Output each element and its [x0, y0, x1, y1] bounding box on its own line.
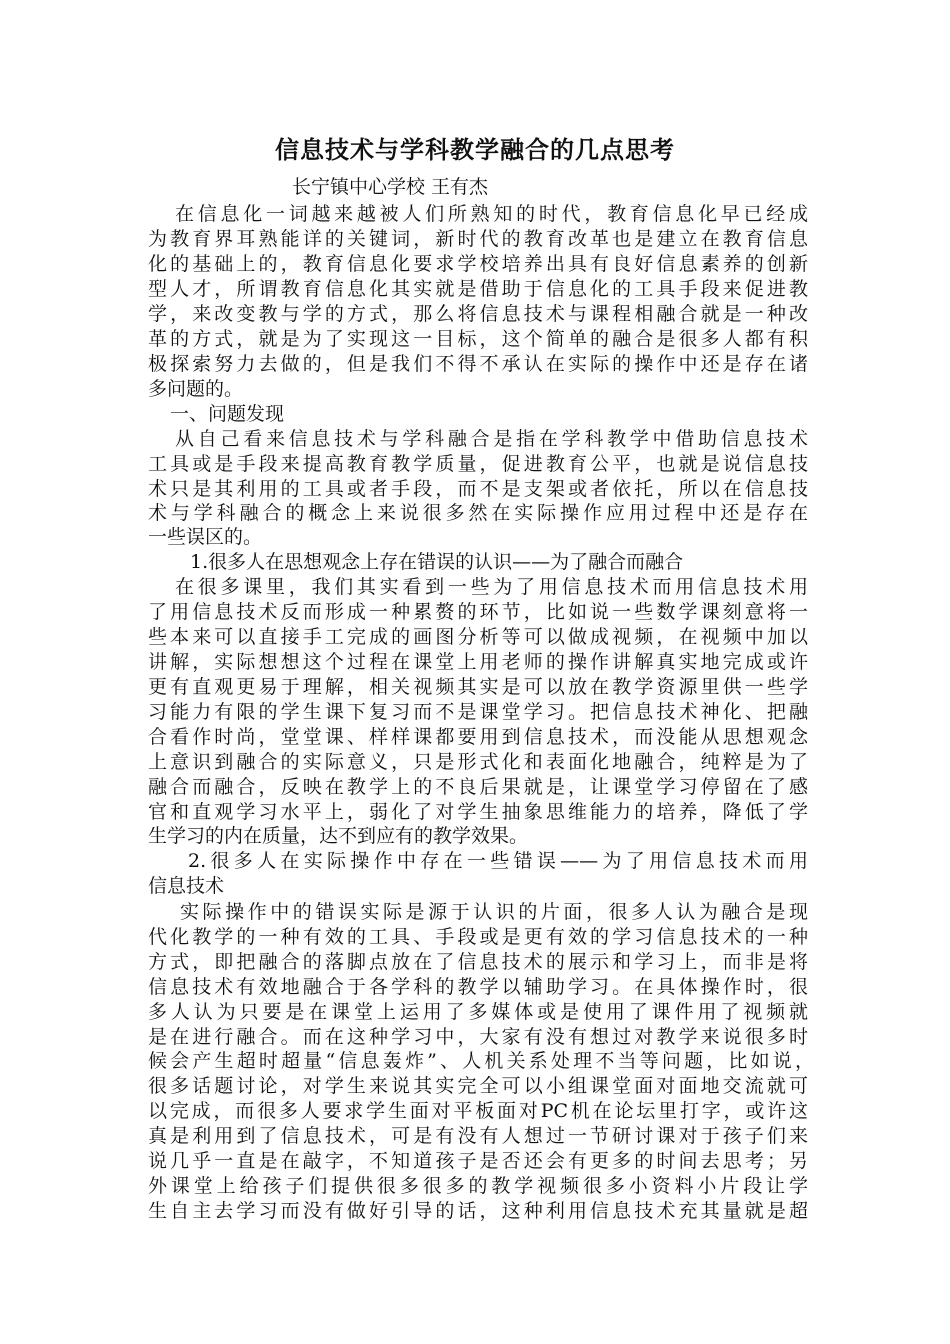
- paragraph-line: 代化教学的一种有效的工具、手段或是更有效的学习信息技术的一种: [148, 926, 808, 948]
- paragraph-line: 极探索努力去做的，但是我们不得不承认在实际的操作中还是存在诸: [148, 353, 808, 375]
- paragraph-line: 合看作时尚，堂堂课、样样课都要用到信息技术，而没能从思想观念: [148, 726, 808, 748]
- paragraph-line: 工具或是手段来提高教育教学质量，促进教育公平，也就是说信息技: [148, 453, 808, 475]
- paragraph-line: 为教育界耳熟能详的关键词，新时代的教育改革也是建立在教育信息: [148, 228, 808, 250]
- paragraph-line: 术只是其利用的工具或者手段，而不是支架或者依托，所以在信息技: [148, 478, 808, 500]
- paragraph-line: 讲解，实际想想这个过程在课堂上用老师的操作讲解真实地完成或许: [148, 651, 808, 673]
- paragraph-line: 生自主去学习而没有做好引导的话，这种利用信息技术充其量就是超: [148, 1200, 808, 1222]
- paragraph-line: 生学习的内在质量，达不到应有的教学效果。: [148, 825, 529, 847]
- paragraph-line: 以完成，而很多人要求学生面对平板面对PC机在论坛里打字，或许这: [148, 1100, 808, 1122]
- paragraph-line: 习能力有限的学生课下复习而不是课堂学习。把信息技术神化、把融: [148, 701, 808, 723]
- paragraph-line: 很多话题讨论，对学生来说其实完全可以小组课堂面对面地交流就可: [148, 1075, 808, 1097]
- paragraph-line: 化的基础上的，教育信息化要求学校培养出具有良好信息素养的创新: [148, 253, 808, 275]
- paragraph-line: 革的方式，就是为了实现这一目标，这个简单的融合是很多人都有积: [148, 328, 808, 350]
- paragraph-line: 了用信息技术反而形成一种累赘的环节，比如说一些数学课刻意将一: [148, 601, 808, 623]
- paragraph-line: 外课堂上给孩子们提供很多很多的教学视频很多小资料小片段让学: [148, 1175, 808, 1197]
- paragraph-line: 型人才，所谓教育信息化其实就是借助于信息化的工具手段来促进教: [148, 278, 808, 300]
- paragraph-line: 从自己看来信息技术与学科融合是指在学科教学中借助信息技术: [175, 428, 808, 450]
- section-heading: 一、问题发现: [170, 403, 285, 425]
- subheading: 1.很多人在思想观念上存在错误的认识——为了融合而融合: [190, 551, 684, 573]
- paragraph-line: 多人认为只要是在课堂上运用了多媒体或是使用了课件用了视频就: [148, 1001, 808, 1023]
- subheading: 2.很多人在实际操作中存在一些错误——为了用信息技术而用: [188, 850, 808, 872]
- document-title: 信息技术与学科教学融合的几点思考: [275, 135, 675, 164]
- paragraph-line: 多问题的。: [148, 378, 244, 400]
- paragraph-line: 些本来可以直接手工完成的画图分析等可以做成视频，在视频中加以: [148, 626, 808, 648]
- paragraph-line: 真是利用到了信息技术，可是有没有人想过一节研讨课对于孩子们来: [148, 1125, 808, 1147]
- paragraph-line: 在很多课里，我们其实看到一些为了用信息技术而用信息技术用: [175, 576, 808, 598]
- paragraph-line: 是在进行融合。而在这种学习中，大家有没有想过对教学来说很多时: [148, 1026, 808, 1048]
- paragraph-line: 更有直观更易于理解，相关视频其实是可以放在教学资源里供一些学: [148, 676, 808, 698]
- paragraph-line: 上意识到融合的实际意义，只是形式化和表面化地融合，纯粹是为了: [148, 751, 808, 773]
- paragraph-line: 候会产生超时超量“信息轰炸”、人机关系处理不当等问题，比如说，: [148, 1050, 814, 1072]
- document-author: 长宁镇中心学校 王有杰: [292, 176, 489, 198]
- paragraph-line: 实际操作中的错误实际是源于认识的片面，很多人认为融合是现: [180, 901, 808, 923]
- paragraph-line: 学，来改变教与学的方式，那么将信息技术与课程相融合就是一种改: [148, 303, 808, 325]
- paragraph-line: 说几乎一直是在敲字，不知道孩子是否还会有更多的时间去思考；另: [148, 1150, 808, 1172]
- paragraph-line: 信息技术有效地融合于各学科的教学以辅助学习。在具体操作时，很: [148, 976, 808, 998]
- paragraph-line: 术与学科融合的概念上来说很多然在实际操作应用过程中还是存在: [148, 502, 808, 524]
- paragraph-line: 官和直观学习水平上，弱化了对学生抽象思维能力的培养，降低了学: [148, 801, 808, 823]
- subheading: 信息技术: [148, 875, 225, 897]
- paragraph-line: 一些误区的。: [148, 526, 263, 548]
- paragraph-line: 方式，即把融合的落脚点放在了信息技术的展示和学习上，而非是将: [148, 951, 808, 973]
- paragraph-line: 融合而融合，反映在教学上的不良后果就是，让课堂学习停留在了感: [148, 776, 808, 798]
- paragraph-line: 在信息化一词越来越被人们所熟知的时代，教育信息化早已经成: [175, 203, 808, 225]
